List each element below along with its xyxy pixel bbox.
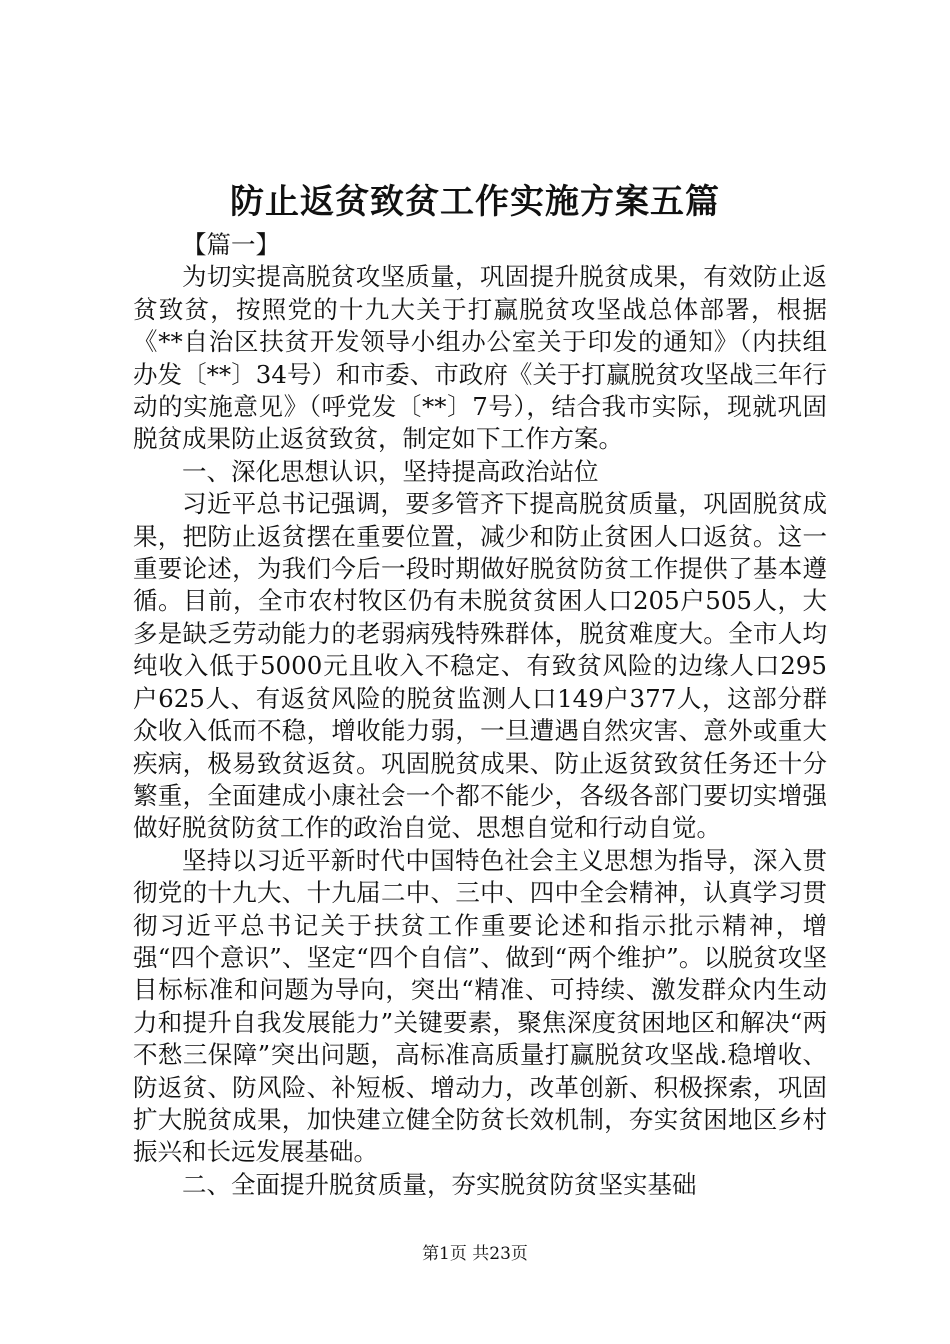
document-body bbox=[133, 229, 827, 1201]
page-number-footer: 第1页 共23页 bbox=[422, 1244, 528, 1264]
body-paragraph: 习近平总书记强调，要多管齐下提高脱贫质量，巩固脱贫成果，把防止返贫摆在重要位置，减少和防止贫困人口返贫。这一重要论述，为我们今后一段时期做好脱贫防贫工作提供了基本遵循。目前，全市农村牧区仍有未脱贫贫困人口205户505人，大多是缺乏劳动能力的老弱病残特殊群体，脱贫难度大。全市人均纯收入低于5000元且收入不稳定、有致贫风险的边缘人口295户625人、有返贫风险的脱贫监测人口149户377人，这部分群众收入低而不稳，增收能力弱，一旦遭遇自然灾害、意外或重大疾病，极易致贫返贫。巩固脱贫成果、防止返贫致贫任务还十分繁重，全面建成小康社会一个都不能少，各级各部门要切实增强做好脱贫防贫工作的政治自觉、思想自觉和行动自觉。 bbox=[133, 489, 827, 843]
section-heading-one: 一、深化思想认识，坚持提高政治站位 bbox=[182, 456, 599, 486]
section-heading-two: 二、全面提升脱贫质量，夯实脱贫防贫坚实基础 bbox=[182, 1169, 697, 1199]
intro-paragraph: 为切实提高脱贫攻坚质量，巩固提升脱贫成果，有效防止返贫致贫，按照党的十九大关于打赢脱贫攻坚战总体部署，根据《**自治区扶贫开发领导小组办公室关于印发的通知》（内扶组办发〔**〕34号）和市委、市政府《关于打赢脱贫攻坚战三年行动的实施意见》（呼党发〔**〕7号），结合我市实际，现就巩固脱贫成果防止返贫致贫，制定如下工作方案。 bbox=[133, 262, 827, 454]
section-heading-part-one: 【篇一】 bbox=[182, 230, 280, 259]
document-title: 防止返贫致贫工作实施方案五篇 bbox=[230, 182, 720, 222]
body-paragraph: 坚持以习近平新时代中国特色社会主义思想为指导，深入贯彻党的十九大、十九届二中、三中、四中全会精神，认真学习贯彻习近平总书记关于扶贫工作重要论述和指示批示精神，增强“四个意识”、坚定“四个自信”、做到“两个维护”。以脱贫攻坚目标标准和问题为导向，突出“精准、可持续、激发群众内生动力和提升自我发展能力”关键要素，聚焦深度贫困地区和解决“两不愁三保障”突出问题，高标准高质量打赢脱贫攻坚战.稳增收、防返贫、防风险、补短板、增动力，改革创新、积极探索，巩固扩大脱贫成果，加快建立健全防贫长效机制，夯实贫困地区乡村振兴和长远发展基础。 bbox=[133, 845, 827, 1167]
